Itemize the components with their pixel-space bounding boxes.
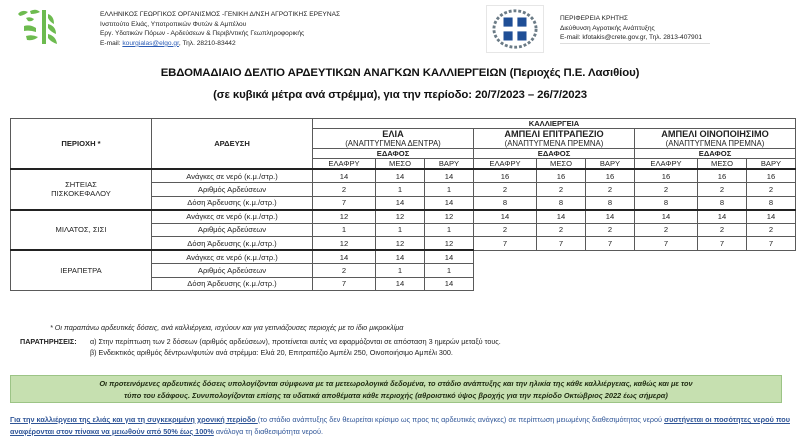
greek-coat-of-arms-icon	[486, 5, 544, 53]
table-row	[11, 169, 796, 183]
header-soil-type: ΜΕΣΟ	[537, 159, 586, 170]
value-cell: 2	[747, 183, 796, 197]
header-soil: ΕΔΑΦΟΣ	[635, 149, 796, 159]
email-label: E-mail:	[100, 39, 123, 47]
value-cell: 7	[313, 277, 376, 291]
value-cell: 1	[376, 223, 425, 237]
empty-cell	[747, 277, 796, 291]
value-cell: 12	[313, 210, 376, 224]
value-cell: 14	[425, 169, 474, 183]
footnote-microclimate: * Οι παραπάνω αρδευτικές δόσεις, ανά καλλιέργεια, ισχύουν και για γειτνιάζουσες περιοχές με το ίδιο μικροκλίμα	[50, 323, 404, 332]
region-name: ΠΕΡΙΦΕΡΕΙΑ ΚΡΗΤΗΣ	[560, 15, 628, 22]
empty-cell	[586, 277, 635, 291]
remark-a: α) Στην περίπτωση των 2 δόσεων (αριθμός αρδεύσεων), προτείνεται αυτές να εφαρμόζονται σε απόσταση 3 ημερών μεταξύ τους.	[90, 337, 501, 346]
value-cell: 16	[537, 169, 586, 183]
irrigation-metric-label: Αριθμός Αρδεύσεων	[152, 183, 313, 197]
value-cell: 2	[313, 264, 376, 278]
value-cell: 12	[425, 237, 474, 251]
methodology-line-2: τύπο του εδάφους. Συνυπολογίζονται επίσης τα υδατικά αποθέματα κάθε περιοχής (αθροιστικό ύψος βροχής για την περίοδο Οκτώβριος 2022 έως σήμερα)	[124, 391, 668, 400]
irrigation-metric-label: Ανάγκες σε νερό (κ.μ./στρ.)	[152, 169, 313, 183]
crop-name: ΕΛΙΑ	[382, 129, 404, 139]
region-name-cell	[11, 210, 152, 251]
region-name-cell	[11, 250, 152, 291]
value-cell: 8	[635, 196, 698, 210]
value-cell: 2	[474, 223, 537, 237]
value-cell: 12	[313, 237, 376, 251]
empty-cell	[586, 264, 635, 278]
header-soil-type: ΕΛΑΦΡΥ	[313, 159, 376, 170]
value-cell: 14	[313, 250, 376, 264]
value-cell: 16	[474, 169, 537, 183]
header-soil-type: ΕΛΑΦΡΥ	[635, 159, 698, 170]
elgo-lab: Εργ. Υδατικών Πόρων - Αρδεύσεων & Περιβ/ντικής Γεωπληροφορικής	[100, 30, 305, 38]
value-cell: 7	[698, 237, 747, 251]
irrigation-metric-label: Δόση Άρδευσης (κ.μ./στρ.)	[152, 196, 313, 210]
empty-cell	[635, 277, 698, 291]
empty-cell	[537, 277, 586, 291]
elgo-contact-line	[100, 39, 340, 49]
empty-cell	[698, 264, 747, 278]
value-cell: 14	[586, 210, 635, 224]
elgo-institute: Ινστιτούτο Ελιάς, Υποτροπικών Φυτών & Αμπέλου	[100, 20, 247, 28]
advisory-recommendation: συστήνεται οι ποσότητες νερού που αναφέρονται στον πίνακα να μειωθούν από 50% έως 100%	[10, 415, 790, 436]
value-cell: 14	[635, 210, 698, 224]
value-cell: 2	[698, 223, 747, 237]
empty-cell	[635, 264, 698, 278]
header-soil: ΕΔΑΦΟΣ	[474, 149, 635, 159]
value-cell: 12	[376, 237, 425, 251]
methodology-line-1: Οι προτεινόμενες αρδευτικές δόσεις υπολογίζονται σύμφωνα με τα μετεωρολογικά δεδομένα, το στάδιο ανάπτυξης και την ηλικία της κάθε καλλιέργειας, καθώς και με τον	[99, 379, 693, 388]
document-subtitle: (σε κυβικά μέτρα ανά στρέμμα), για την περίοδο: 20/7/2023 – 26/7/2023	[213, 89, 587, 101]
empty-cell	[537, 264, 586, 278]
irrigation-metric-label: Αριθμός Αρδεύσεων	[152, 264, 313, 278]
value-cell: 14	[747, 210, 796, 224]
value-cell: 8	[747, 196, 796, 210]
irrigation-metric-label: Ανάγκες σε νερό (κ.μ./στρ.)	[152, 210, 313, 224]
value-cell: 8	[698, 196, 747, 210]
crop-subtitle: (ΑΝΑΠΤΥΓΜΕΝΑ ΠΡΕΜΝΑ)	[665, 139, 765, 148]
value-cell: 12	[425, 210, 474, 224]
empty-cell	[537, 250, 586, 264]
advisory-tail: ανάλογα τη διαθεσιμότητα νερού.	[213, 426, 323, 436]
value-cell: 7	[635, 237, 698, 251]
remark-b: β) Ενδεικτικός αριθμός δέντρων/φυτών ανά στρέμμα: Ελιά 20, Επιτραπέζιο Αμπέλι 250, Οινοποιήσιμο Αμπέλι 300.	[90, 348, 453, 357]
value-cell: 2	[747, 223, 796, 237]
header-soil-type: ΜΕΣΟ	[698, 159, 747, 170]
irrigation-metric-label: Δόση Άρδευσης (κ.μ./στρ.)	[152, 237, 313, 251]
empty-cell	[474, 250, 537, 264]
value-cell: 2	[635, 183, 698, 197]
region-name: ΙΕΡΑΠΕΤΡΑ	[60, 266, 102, 275]
value-cell: 8	[586, 196, 635, 210]
empty-cell	[747, 250, 796, 264]
value-cell: 14	[537, 210, 586, 224]
value-cell: 14	[698, 210, 747, 224]
remarks-block	[20, 336, 501, 358]
value-cell: 2	[586, 223, 635, 237]
empty-cell	[698, 277, 747, 291]
header-soil-type: ΒΑΡΥ	[747, 159, 796, 170]
value-cell: 14	[376, 250, 425, 264]
value-cell: 7	[474, 237, 537, 251]
value-cell: 2	[698, 183, 747, 197]
elgo-contact-block	[100, 10, 340, 48]
advisory-heading: Για την καλλιέργεια της ελιάς και για τη συγκεκριμένη χρονική περίοδο	[10, 415, 258, 424]
value-cell: 8	[537, 196, 586, 210]
region-name-cell	[11, 169, 152, 210]
irrigation-metric-label: Ανάγκες σε νερό (κ.μ./στρ.)	[152, 250, 313, 264]
region-name: ΜΙΛΑΤΟΣ, ΣΙΣΙ	[55, 225, 107, 235]
value-cell: 2	[474, 183, 537, 197]
value-cell: 14	[425, 250, 474, 264]
header-irrigation: ΑΡΔΕΥΣΗ	[152, 119, 313, 170]
header-soil: ΕΔΑΦΟΣ	[313, 149, 474, 159]
irrigation-table	[10, 118, 796, 291]
value-cell: 14	[313, 169, 376, 183]
crop-subtitle: (ΑΝΑΠΤΥΓΜΕΝΑ ΔΕΝΤΡΑ)	[345, 139, 441, 148]
value-cell: 14	[474, 210, 537, 224]
value-cell: 14	[425, 277, 474, 291]
region-name: ΣΗΤΕΙΑΣ	[65, 180, 97, 190]
table-row	[11, 250, 796, 264]
region-contact-line: E-mail: kfotakis@crete.gov.gr, Τηλ. 2813-407901	[560, 33, 710, 44]
elgo-org-name: ΕΛΛΗΝΙΚΟΣ ΓΕΩΡΓΙΚΟΣ ΟΡΓΑΝΙΣΜΟΣ -ΓΕΝΙΚΗ Δ/ΝΣΗ ΑΓΡΟΤΙΚΗΣ ΕΡΕΥΝΑΣ	[100, 11, 341, 18]
crete-region-contact-block	[560, 14, 710, 44]
header-crop-wine-grape	[635, 129, 796, 149]
empty-cell	[698, 250, 747, 264]
table-body	[11, 169, 796, 291]
value-cell: 2	[537, 183, 586, 197]
region-directorate: Διεύθυνση Αγροτικής Ανάπτυξης	[560, 24, 655, 32]
empty-cell	[474, 277, 537, 291]
value-cell: 16	[586, 169, 635, 183]
value-cell: 8	[474, 196, 537, 210]
value-cell: 7	[586, 237, 635, 251]
advisory-text: (το στάδιο ανάπτυξης δεν θεωρείται κρίσιμο ως προς τις αρδευτικές ανάγκες) σε περίπτωση μειωμένης διαθεσιμότητας νερού	[257, 415, 665, 424]
value-cell: 7	[747, 237, 796, 251]
header-crop-table-grape	[474, 129, 635, 149]
irrigation-metric-label: Αριθμός Αρδεύσεων	[152, 223, 313, 237]
value-cell: 1	[376, 264, 425, 278]
value-cell: 14	[376, 277, 425, 291]
remarks-label: ΠΑΡΑΤΗΡΗΣΕΙΣ:	[20, 337, 77, 346]
region-name-line2: ΠΙΣΚΟΚΕΦΑΛΟΥ	[51, 189, 111, 199]
document-title: ΕΒΔΟΜΑΔΙΑΙΟ ΔΕΛΤΙΟ ΑΡΔΕΥΤΙΚΩΝ ΑΝΑΓΚΩΝ ΚΑΛΛΙΕΡΓΕΙΩΝ (Περιοχές Π.Ε. Λασιθίου)	[160, 67, 640, 79]
methodology-note-box	[10, 375, 782, 403]
letterhead	[0, 0, 800, 60]
table-row	[11, 210, 796, 224]
value-cell: 2	[313, 183, 376, 197]
value-cell: 14	[376, 169, 425, 183]
value-cell: 7	[537, 237, 586, 251]
header-crop-group: ΚΑΛΛΙΕΡΓΕΙΑ	[313, 119, 796, 129]
header-region: ΠΕΡΙΟΧΗ *	[11, 119, 152, 170]
header-crop-olive	[313, 129, 474, 149]
header-soil-type: ΕΛΑΦΡΥ	[474, 159, 537, 170]
header-soil-type: ΜΕΣΟ	[376, 159, 425, 170]
value-cell: 1	[313, 223, 376, 237]
value-cell: 1	[425, 223, 474, 237]
value-cell: 2	[586, 183, 635, 197]
crop-subtitle: (ΑΝΑΠΤΥΓΜΕΝΑ ΠΡΕΜΝΑ)	[504, 139, 604, 148]
value-cell: 14	[425, 196, 474, 210]
crop-name: ΑΜΠΕΛΙ ΟΙΝΟΠΟΙΗΣΙΜΟ	[661, 129, 769, 139]
value-cell: 14	[376, 196, 425, 210]
value-cell: 16	[698, 169, 747, 183]
value-cell: 16	[635, 169, 698, 183]
empty-cell	[474, 264, 537, 278]
empty-cell	[747, 264, 796, 278]
value-cell: 2	[635, 223, 698, 237]
olive-advisory-note	[10, 414, 790, 437]
header-soil-type: ΒΑΡΥ	[586, 159, 635, 170]
empty-cell	[586, 250, 635, 264]
header-soil-type: ΒΑΡΥ	[425, 159, 474, 170]
elgo-email-link[interactable]: kourgialas@elgo.gr	[122, 39, 179, 47]
elgo-logo-icon	[16, 6, 60, 48]
value-cell: 7	[313, 196, 376, 210]
value-cell: 1	[376, 183, 425, 197]
value-cell: 1	[425, 183, 474, 197]
elgo-phone: , Τηλ. 28210-83442	[178, 39, 236, 47]
crop-name: ΑΜΠΕΛΙ ΕΠΙΤΡΑΠΕΖΙΟ	[504, 129, 604, 139]
value-cell: 16	[747, 169, 796, 183]
value-cell: 2	[537, 223, 586, 237]
irrigation-metric-label: Δόση Άρδευσης (κ.μ./στρ.)	[152, 277, 313, 291]
value-cell: 1	[425, 264, 474, 278]
empty-cell	[635, 250, 698, 264]
value-cell: 12	[376, 210, 425, 224]
